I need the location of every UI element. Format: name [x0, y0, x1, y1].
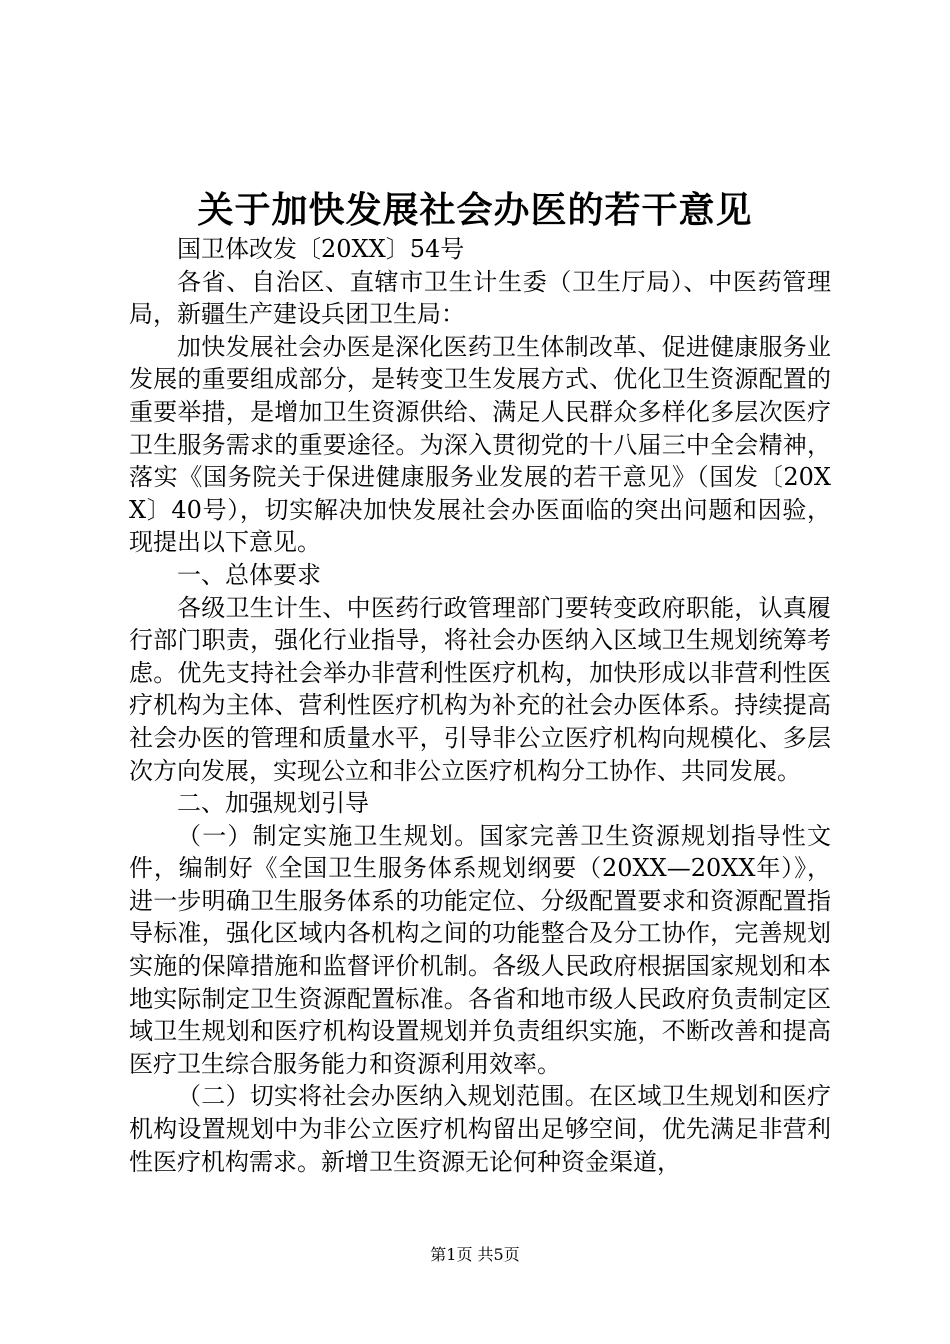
page-number-footer: 第1页 共5页: [430, 1245, 520, 1264]
subsection-2-paragraph: （二）切实将社会办医纳入规划范围。在区域卫生规划和医疗机构设置规划中为非公立医疗机构留出足够空间，优先满足非营利性医疗机构需求。新增卫生资源无论何种资金渠道，: [129, 1082, 831, 1176]
section-heading-2: 二、加强规划引导: [177, 789, 369, 818]
addressee-paragraph: 各省、自治区、直辖市卫生计生委（卫生厅局）、中医药管理局，新疆生产建设兵团卫生局：: [129, 267, 831, 329]
document-body: [129, 233, 831, 1178]
intro-paragraph: 加快发展社会办医是深化医药卫生体制改革、促进健康服务业发展的重要组成部分，是转变卫生发展方式、优化卫生资源配置的重要举措，是增加卫生资源供给、满足人民群众多样化多层次医疗卫生服务需求的重要途径。为深入贯彻党的十八届三中全会精神，落实《国务院关于保进健康服务业发展的若干意见》（国发〔20XX〕40号），切实解决加快发展社会办医面临的突出问题和因验，现提出以下意见。: [129, 332, 831, 557]
section-heading-1: 一、总体要求: [177, 560, 321, 589]
section-1-paragraph: 各级卫生计生、中医药行政管理部门要转变政府职能，认真履行部门职责，强化行业指导，将社会办医纳入区域卫生规划统筹考虑。优先支持社会举办非营利性医疗机构，加快形成以非营利性医疗机构为主体、营利性医疗机构为补充的社会办医体系。持续提高社会办医的管理和质量水平，引导非公立医疗机构向规模化、多层次方向发展，实现公立和非公立医疗机构分工协作、共同发展。: [129, 593, 831, 785]
document-title: 关于加快发展社会办医的若干意见: [197, 189, 753, 231]
subsection-1-paragraph: （一）制定实施卫生规划。国家完善卫生资源规划指导性文件，编制好《全国卫生服务体系规划纲要（20XX—20XX年）》，进一步明确卫生服务体系的功能定位、分级配置要求和资源配置指导标准，强化区域内各机构之间的功能整合及分工协作，完善规划实施的保障措施和监督评价机制。各级人民政府根据国家规划和本地实际制定卫生资源配置标准。各省和地市级人民政府负责制定区域卫生规划和医疗机构设置规划并负责组织实施，不断改善和提高医疗卫生综合服务能力和资源利用效率。: [129, 821, 831, 1078]
document-number: 国卫体改发〔20XX〕54号: [177, 235, 465, 263]
